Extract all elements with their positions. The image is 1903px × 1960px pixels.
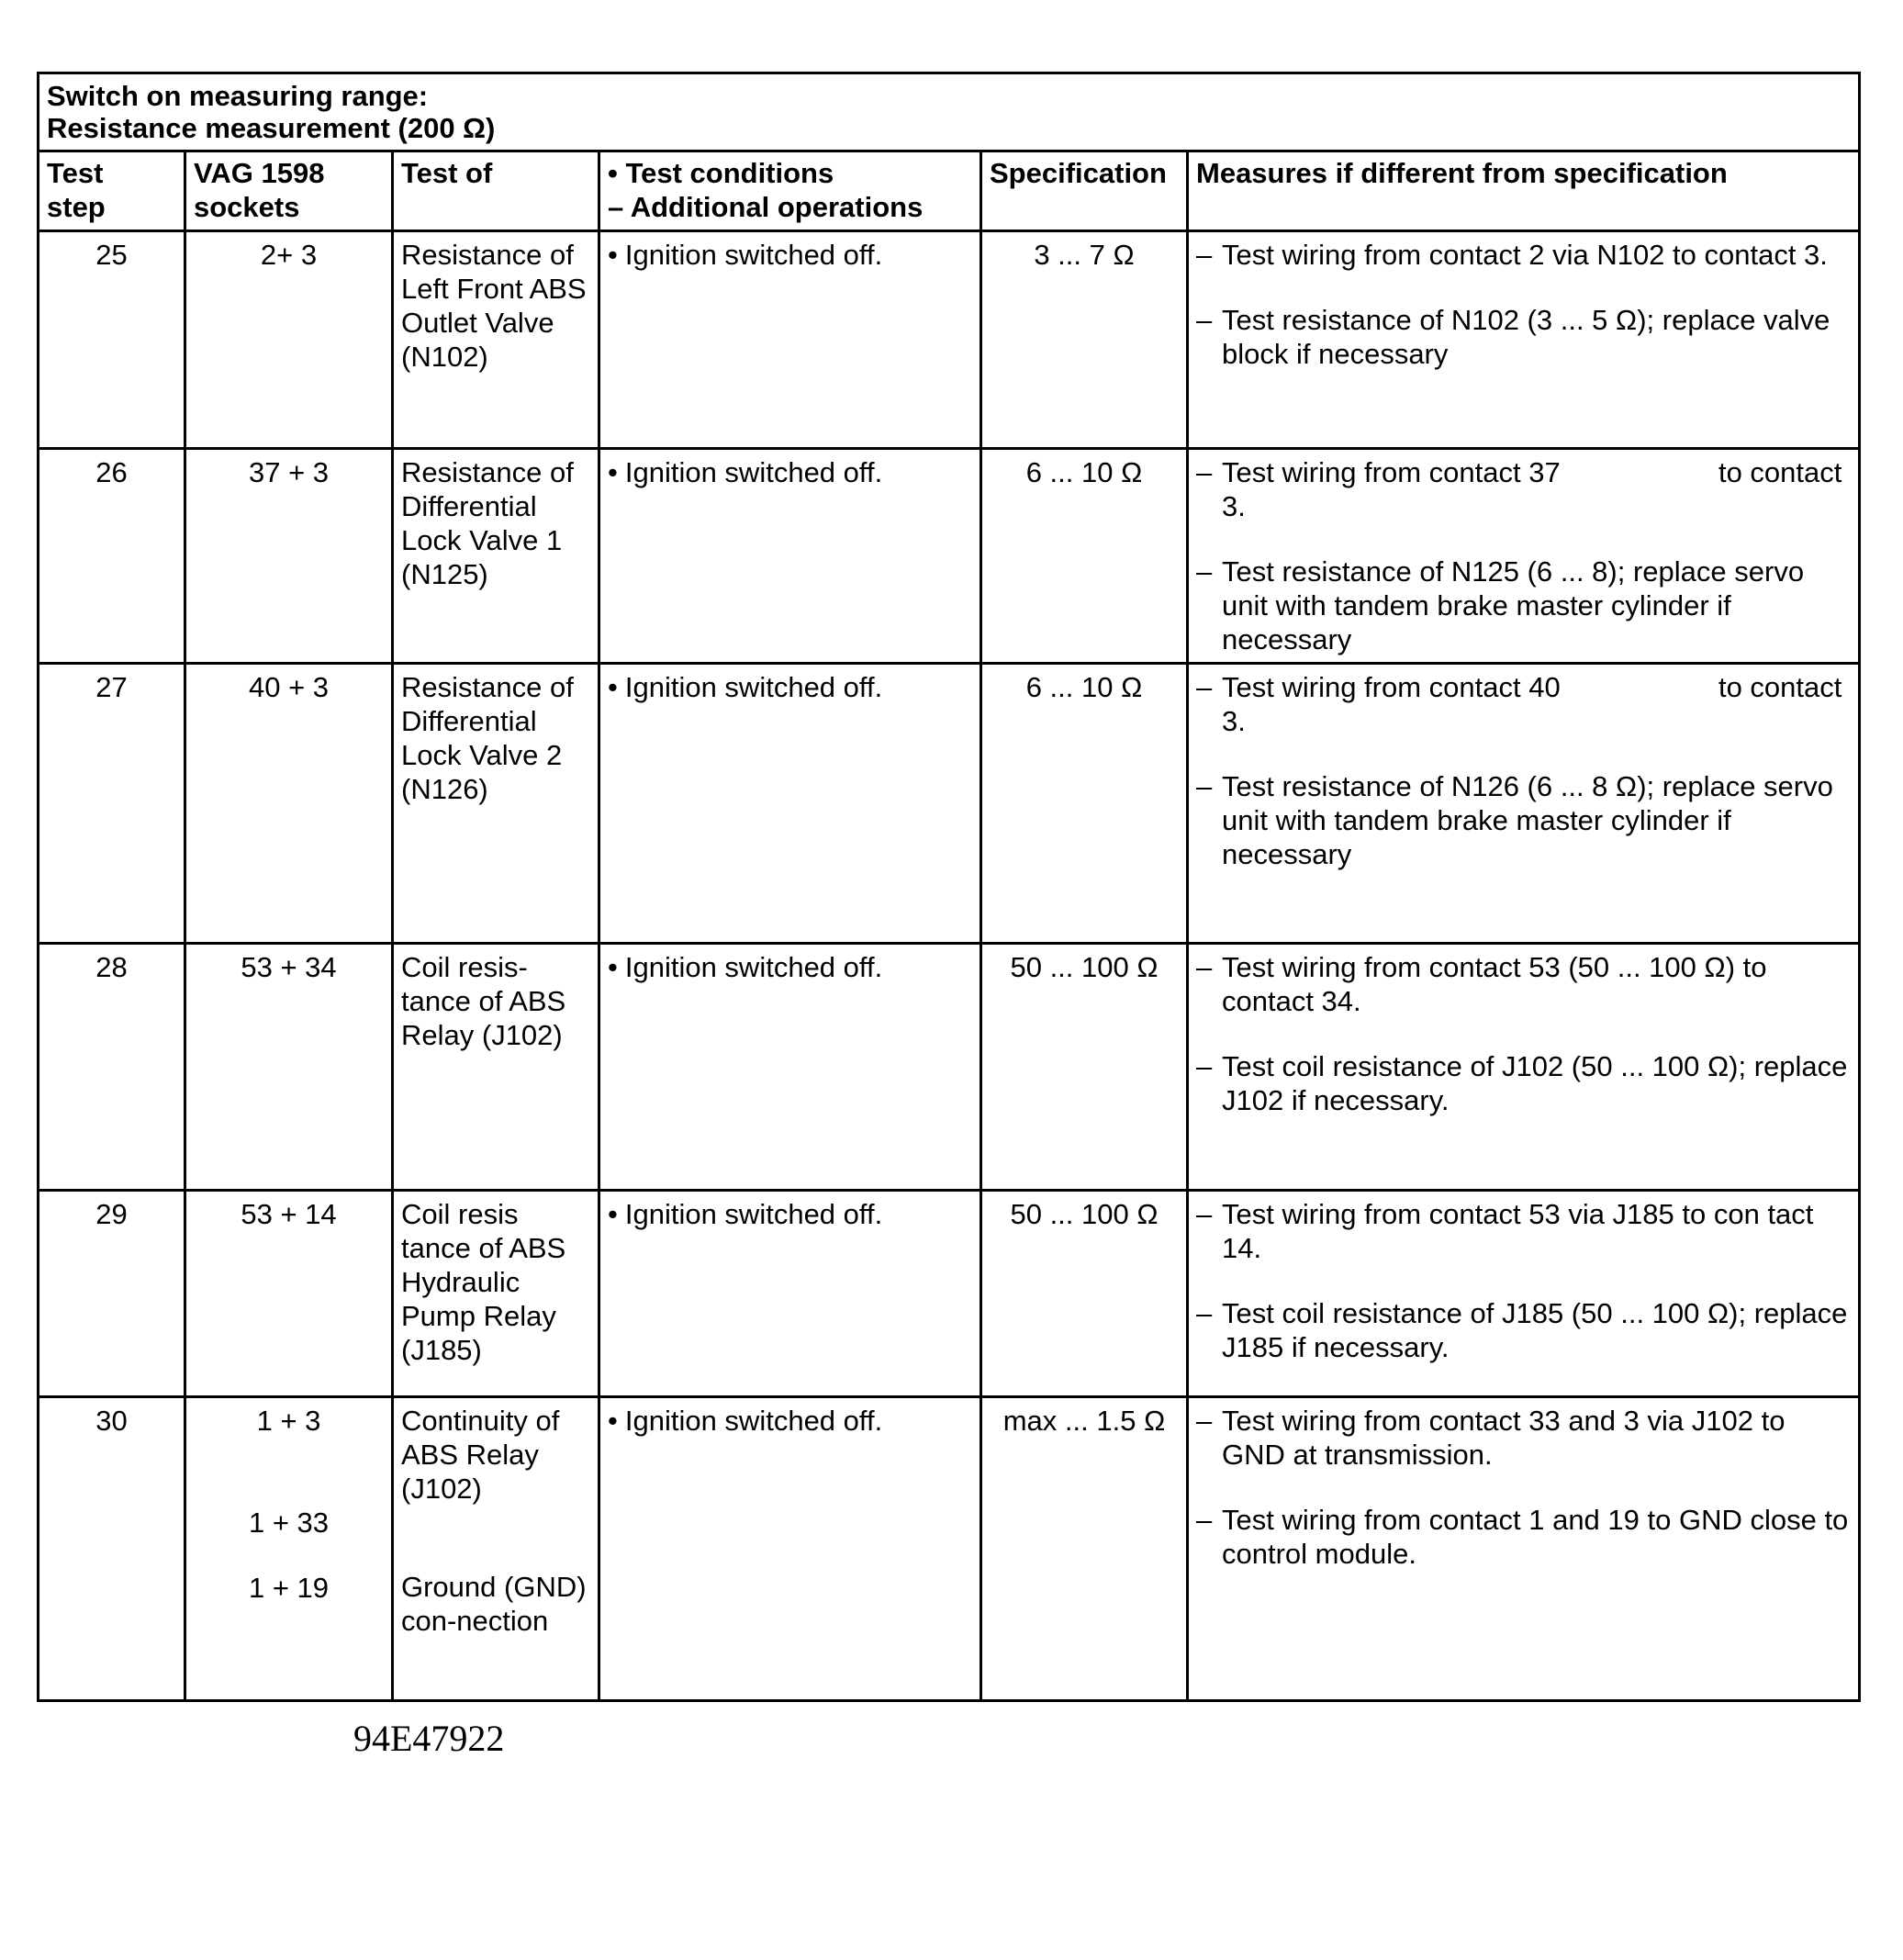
test-of-cell: Coil resis tance of ABS Hydraulic Pump Relay (J185) [393,1191,599,1397]
sockets-cell: 2+ 3 [185,231,393,449]
bullet-icon: • [608,671,618,703]
table-row [39,449,1860,664]
condition-text: Ignition switched off. [624,671,883,703]
test-of-item: Continuity of ABS Relay (J102) [401,1405,560,1505]
condition-text: Ignition switched off. [624,1405,883,1437]
measure-item [1196,1197,1851,1265]
measures-cell [1188,664,1860,944]
header-conditions-line-2: – Additional operations [608,191,924,223]
bullet-icon: • [608,1405,618,1437]
specification-cell: max ... 1.5 Ω [981,1397,1188,1701]
dash-icon: – [1196,770,1213,802]
measure-item [1196,554,1851,656]
test-table [37,72,1861,1702]
test-step-cell: 25 [39,231,185,449]
measure-item [1196,670,1851,738]
test-of-cell: Resistance of Differential Lock Valve 2 (N126) [393,664,599,944]
measures-cell [1188,944,1860,1191]
dash-icon: – [1196,1504,1213,1536]
header-test-step: Test step [39,151,185,231]
sockets-cell: 37 + 3 [185,449,393,664]
condition-cell [599,664,981,944]
test-step-cell: 30 [39,1397,185,1701]
test-of-cell: Resistance of Left Front ABS Outlet Valve (N102) [393,231,599,449]
sockets-cell: 53 + 14 [185,1191,393,1397]
table-row [39,944,1860,1191]
measure-item [1196,1404,1851,1472]
measuring-range-header [39,73,1860,151]
socket-pair: 1 + 19 [248,1572,330,1604]
table-row [39,664,1860,944]
sockets-cell [185,1397,393,1701]
socket-pair: 1 + 33 [248,1506,330,1539]
measure-item [1196,1503,1851,1571]
dash-icon: – [1196,456,1213,488]
dash-icon: – [1196,1198,1213,1230]
condition-cell [599,231,981,449]
measure-text: Test resistance of N126 (6 ... 8 Ω); replace servo unit with tandem brake master cylinder if necessary [1222,770,1833,870]
measure-text: Test wiring from contact 53 via J185 to con tact 14. [1222,1198,1814,1264]
dash-icon: – [1196,951,1213,983]
measures-cell [1188,1191,1860,1397]
condition-text: Ignition switched off. [624,951,883,983]
sockets-cell: 40 + 3 [185,664,393,944]
measures-cell [1188,231,1860,449]
bullet-icon: • [608,239,618,271]
dash-icon: – [1196,239,1213,271]
test-step-cell: 27 [39,664,185,944]
specification-cell: 6 ... 10 Ω [981,664,1188,944]
range-line-1: Switch on measuring range: [47,80,429,112]
measure-item [1196,769,1851,871]
specification-cell: 50 ... 100 Ω [981,944,1188,1191]
dash-icon: – [1196,1405,1213,1437]
condition-text: Ignition switched off. [624,456,883,488]
condition-cell [599,449,981,664]
test-step-cell: 29 [39,1191,185,1397]
measure-item [1196,1049,1851,1117]
measure-text: Test coil resistance of J185 (50 ... 100 Ω); replace J185 if necessary. [1222,1297,1848,1363]
measure-item [1196,303,1851,371]
dash-icon: – [1196,304,1213,336]
measure-text: Test resistance of N125 (6 ... 8); replace servo unit with tandem brake master cylinder if necessary [1222,555,1805,655]
test-step-cell: 26 [39,449,185,664]
table-row [39,231,1860,449]
dash-icon: – [1196,555,1213,588]
header-conditions-line-1: • Test conditions [608,157,834,189]
specification-cell: 50 ... 100 Ω [981,1191,1188,1397]
bullet-icon: • [608,1198,618,1230]
measure-item [1196,455,1851,523]
measure-text: Test wiring from contact 40 to contact 3. [1222,671,1850,737]
dash-icon: – [1196,671,1213,703]
condition-cell [599,1397,981,1701]
sockets-cell: 53 + 34 [185,944,393,1191]
measure-text: Test wiring from contact 33 and 3 via J102 to GND at transmission. [1222,1405,1785,1471]
measure-item [1196,238,1851,272]
header-test-of: Test of [393,151,599,231]
table-row [39,1397,1860,1701]
header-sockets: VAG 1598 sockets [185,151,393,231]
header-conditions [599,151,981,231]
header-measures: Measures if different from specification [1188,151,1860,231]
bullet-icon: • [608,456,618,488]
measures-cell [1188,449,1860,664]
dash-icon: – [1196,1050,1213,1082]
condition-cell [599,944,981,1191]
header-specification: Specification [981,151,1188,231]
condition-text: Ignition switched off. [624,1198,883,1230]
condition-cell [599,1191,981,1397]
measure-text: Test wiring from contact 1 and 19 to GND close to control module. [1222,1504,1849,1570]
bullet-icon: • [608,951,618,983]
test-of-cell: Coil resis-tance of ABS Relay (J102) [393,944,599,1191]
specification-cell: 6 ... 10 Ω [981,449,1188,664]
table-row [39,1191,1860,1397]
measure-text: Test resistance of N102 (3 ... 5 Ω); replace valve block if necessary [1222,304,1830,370]
measure-text: Test coil resistance of J102 (50 ... 100 Ω); replace J102 if necessary. [1222,1050,1848,1116]
test-of-cell [393,1397,599,1701]
measure-item [1196,950,1851,1018]
measure-text: Test wiring from contact 53 (50 ... 100 Ω) to contact 34. [1222,951,1767,1017]
measures-cell [1188,1397,1860,1701]
test-of-item: Ground (GND) con-nection [401,1571,587,1637]
measure-text: Test wiring from contact 2 via N102 to contact 3. [1222,239,1828,271]
condition-text: Ignition switched off. [624,239,883,271]
range-line-2: Resistance measurement (200 Ω) [47,112,496,144]
figure-id: 94E47922 [353,1718,505,1759]
dash-icon: – [1196,1297,1213,1329]
socket-pair: 1 + 3 [256,1405,321,1437]
column-header-row [39,151,1860,231]
measure-text: Test wiring from contact 37 to contact 3. [1222,456,1850,522]
measure-item [1196,1296,1851,1364]
test-of-cell: Resistance of Differential Lock Valve 1 (N125) [393,449,599,664]
specification-cell: 3 ... 7 Ω [981,231,1188,449]
test-step-cell: 28 [39,944,185,1191]
